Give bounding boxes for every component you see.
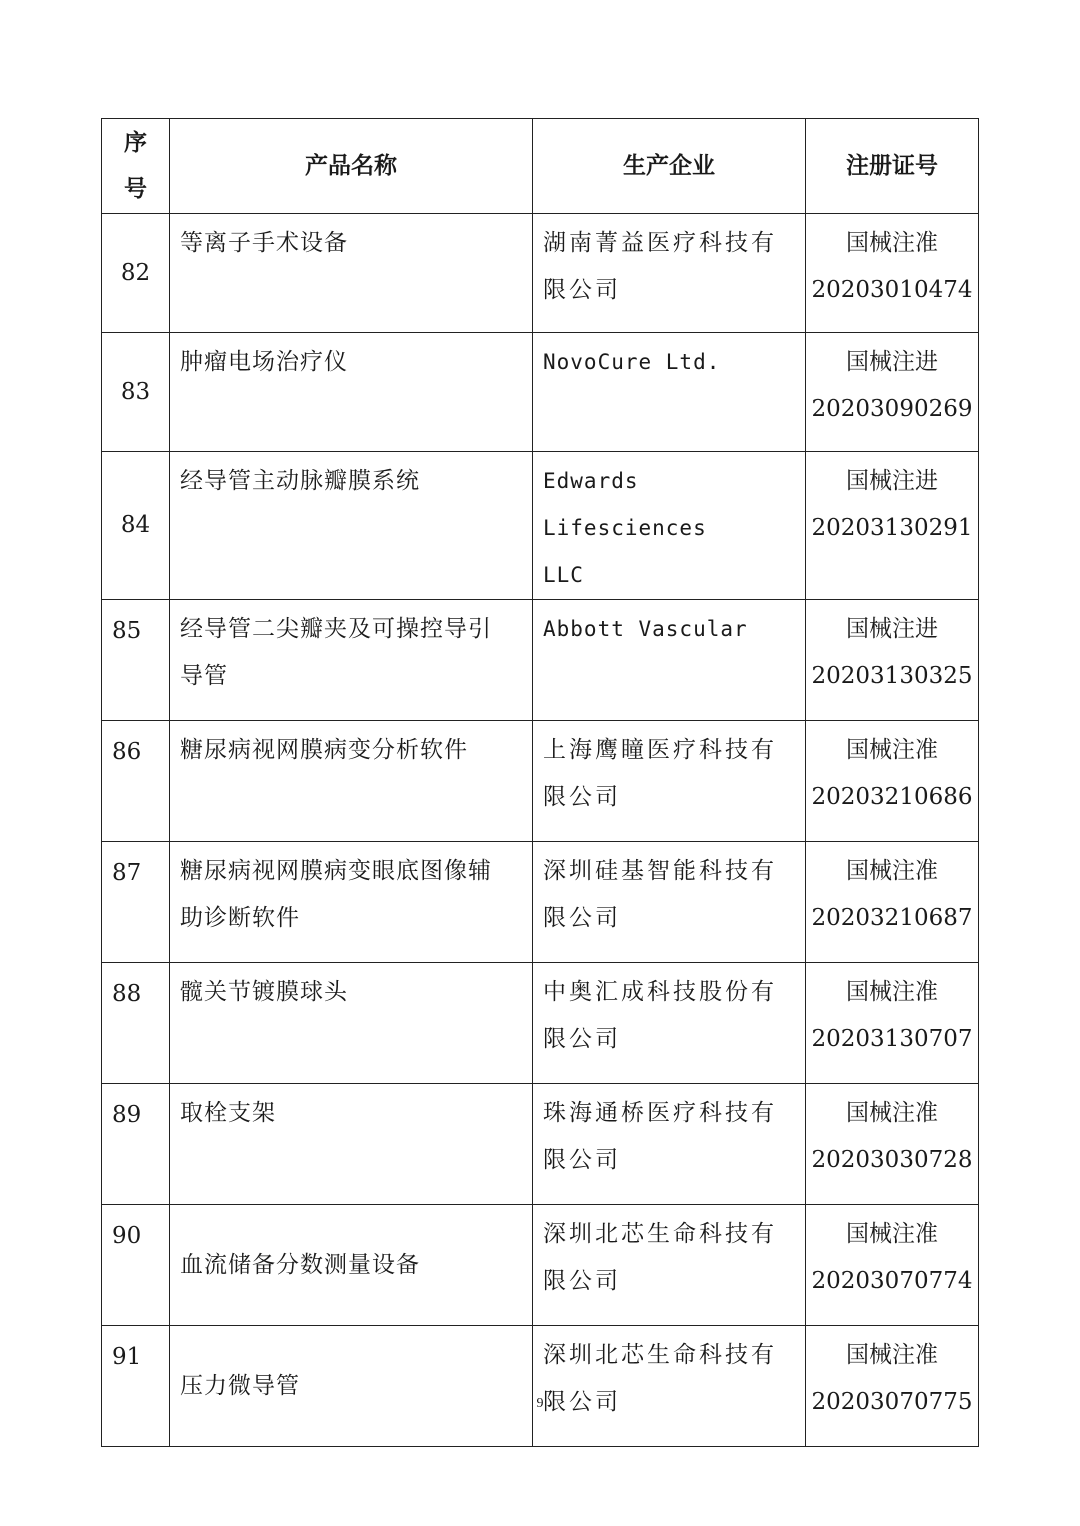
row-registration-no bbox=[806, 214, 979, 333]
product-name-line: 糖尿病视网膜病变分析软件 bbox=[180, 737, 468, 763]
row-seq: 89 bbox=[102, 1084, 170, 1205]
row-seq: 88 bbox=[102, 963, 170, 1084]
row-manufacturer bbox=[533, 842, 806, 963]
header-seq: 序 号 bbox=[102, 119, 170, 214]
row-manufacturer bbox=[533, 721, 806, 842]
row-manufacturer bbox=[533, 963, 806, 1084]
registration-type: 国械注准 bbox=[846, 1342, 938, 1368]
product-name-line: 取栓支架 bbox=[180, 1100, 276, 1126]
registration-type: 国械注进 bbox=[846, 468, 938, 494]
row-product-name bbox=[170, 842, 533, 963]
manufacturer-line: 限公司 bbox=[543, 277, 621, 303]
manufacturer-line: 深圳北芯生命科技有 bbox=[543, 1342, 777, 1368]
registration-type: 国械注准 bbox=[846, 1100, 938, 1126]
manufacturer-line: Abbott Vascular bbox=[543, 617, 748, 641]
manufacturer-line: 限公司 bbox=[543, 784, 621, 810]
registration-number: 20203210687 bbox=[811, 905, 973, 931]
header-registration-no: 注册证号 bbox=[806, 119, 979, 214]
manufacturer-line: 珠海通桥医疗科技有 bbox=[543, 1100, 777, 1126]
table-header-row bbox=[102, 119, 979, 214]
manufacturer-line: Edwards Lifesciences bbox=[543, 469, 707, 540]
table-row bbox=[102, 333, 979, 452]
row-manufacturer bbox=[533, 333, 806, 452]
manufacturer-line: 限公司 bbox=[543, 905, 621, 931]
table-row bbox=[102, 842, 979, 963]
row-product-name bbox=[170, 214, 533, 333]
table-row bbox=[102, 1084, 979, 1205]
row-manufacturer bbox=[533, 600, 806, 721]
manufacturer-line: 限公司 bbox=[543, 1026, 621, 1052]
row-registration-no bbox=[806, 600, 979, 721]
row-seq: 90 bbox=[102, 1205, 170, 1326]
manufacturer-line: 深圳硅基智能科技有 bbox=[543, 858, 777, 884]
table-row bbox=[102, 600, 979, 721]
row-registration-no bbox=[806, 333, 979, 452]
page-number: 9 bbox=[536, 1396, 544, 1411]
row-product-name bbox=[170, 333, 533, 452]
row-registration-no bbox=[806, 452, 979, 600]
row-manufacturer bbox=[533, 452, 806, 600]
row-product-name bbox=[170, 600, 533, 721]
header-product-name: 产品名称 bbox=[170, 119, 533, 214]
manufacturer-line: 中奥汇成科技股份有 bbox=[543, 979, 777, 1005]
table-body bbox=[102, 214, 979, 1447]
manufacturer-line: LLC bbox=[543, 563, 584, 587]
table-row bbox=[102, 721, 979, 842]
table-row bbox=[102, 963, 979, 1084]
row-registration-no bbox=[806, 1326, 979, 1447]
table-row bbox=[102, 1326, 979, 1447]
row-seq: 84 bbox=[102, 452, 170, 600]
registration-number: 20203130707 bbox=[811, 1026, 973, 1052]
registration-number: 20203090269 bbox=[811, 396, 973, 422]
product-name-line: 经导管主动脉瓣膜系统 bbox=[180, 468, 420, 494]
manufacturer-line: 湖南菁益医疗科技有 bbox=[543, 230, 777, 256]
manufacturer-line: 上海鹰瞳医疗科技有 bbox=[543, 737, 777, 763]
product-name-line: 血流储备分数测量设备 bbox=[180, 1251, 420, 1278]
registration-number: 20203070775 bbox=[811, 1389, 973, 1415]
row-manufacturer bbox=[533, 1205, 806, 1326]
registration-number: 20203010474 bbox=[811, 277, 973, 303]
registration-type: 国械注进 bbox=[846, 349, 938, 375]
row-manufacturer bbox=[533, 214, 806, 333]
device-registration-table bbox=[101, 118, 979, 1447]
row-product-name bbox=[170, 721, 533, 842]
product-name-line: 糖尿病视网膜病变眼底图像辅 bbox=[180, 858, 492, 884]
table-row bbox=[102, 214, 979, 333]
row-seq: 91 bbox=[102, 1326, 170, 1447]
registration-type: 国械注准 bbox=[846, 979, 938, 1005]
manufacturer-line: 深圳北芯生命科技有 bbox=[543, 1221, 777, 1247]
product-name-line: 导管 bbox=[180, 663, 228, 689]
manufacturer-line: 限公司 bbox=[543, 1147, 621, 1173]
registration-type: 国械注准 bbox=[846, 737, 938, 763]
row-registration-no bbox=[806, 963, 979, 1084]
row-registration-no bbox=[806, 1084, 979, 1205]
registration-number: 20203130325 bbox=[811, 663, 973, 689]
row-product-name bbox=[170, 963, 533, 1084]
row-registration-no bbox=[806, 721, 979, 842]
table-row bbox=[102, 452, 979, 600]
registration-type: 国械注进 bbox=[846, 616, 938, 642]
registration-type: 国械注准 bbox=[846, 230, 938, 256]
row-registration-no bbox=[806, 1205, 979, 1326]
row-seq: 87 bbox=[102, 842, 170, 963]
registration-number: 20203130291 bbox=[811, 515, 973, 541]
row-product-name bbox=[170, 1205, 533, 1326]
product-name-line: 压力微导管 bbox=[180, 1372, 300, 1399]
row-seq: 83 bbox=[102, 333, 170, 452]
row-product-name bbox=[170, 1326, 533, 1447]
header-manufacturer: 生产企业 bbox=[533, 119, 806, 214]
row-seq: 85 bbox=[102, 600, 170, 721]
registration-type: 国械注准 bbox=[846, 858, 938, 884]
manufacturer-line: 限公司 bbox=[543, 1389, 621, 1415]
registration-number: 20203070774 bbox=[811, 1268, 973, 1294]
manufacturer-line: NovoCure Ltd. bbox=[543, 350, 721, 374]
row-manufacturer bbox=[533, 1326, 806, 1447]
registration-number: 20203030728 bbox=[811, 1147, 973, 1173]
manufacturer-line: 限公司 bbox=[543, 1268, 621, 1294]
row-seq: 86 bbox=[102, 721, 170, 842]
product-name-line: 经导管二尖瓣夹及可操控导引 bbox=[180, 616, 492, 642]
registration-type: 国械注准 bbox=[846, 1221, 938, 1247]
row-seq: 82 bbox=[102, 214, 170, 333]
product-name-line: 等离子手术设备 bbox=[180, 230, 348, 256]
product-name-line: 助诊断软件 bbox=[180, 905, 300, 931]
product-name-line: 髋关节镀膜球头 bbox=[180, 979, 348, 1005]
row-product-name bbox=[170, 452, 533, 600]
row-product-name bbox=[170, 1084, 533, 1205]
row-manufacturer bbox=[533, 1084, 806, 1205]
table-row bbox=[102, 1205, 979, 1326]
registration-number: 20203210686 bbox=[811, 784, 973, 810]
row-registration-no bbox=[806, 842, 979, 963]
product-name-line: 肿瘤电场治疗仪 bbox=[180, 349, 348, 375]
